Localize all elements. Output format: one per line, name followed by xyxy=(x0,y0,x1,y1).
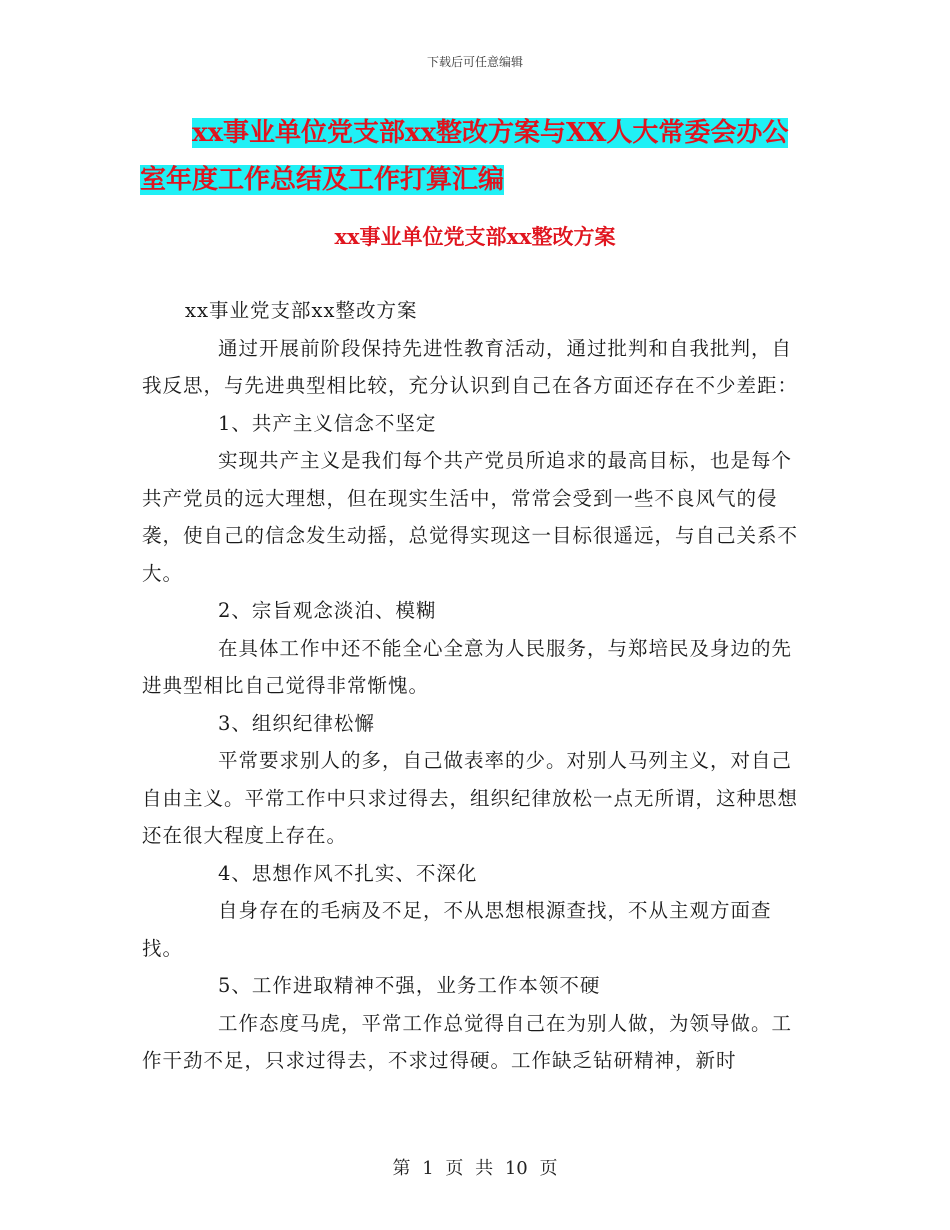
paragraph-heading: 5、工作进取精神不强，业务工作本领不硬 xyxy=(218,974,601,997)
document-body xyxy=(142,292,808,1080)
paragraph: 工作态度马虎，平常工作总觉得自己在为别人做，为领导做。工作干劲不足，只求过得去，不求过得硬。工作缺乏钻研精神，新时 xyxy=(142,1011,793,1072)
paragraph-heading: 3、组织纪律松懈 xyxy=(218,711,375,735)
paragraph: 在具体工作中还不能全心全意为人民服务，与郑培民及身边的先进典型相比自己觉得非常惭愧。 xyxy=(142,636,793,697)
document-title-line-1: xx事业单位党支部xx整改方案与XX人大常委会办公 xyxy=(192,118,789,148)
section-title: xx事业单位党支部xx整改方案 xyxy=(334,224,616,249)
paragraph: 自身存在的毛病及不足，不从思想根源查找，不从主观方面查找。 xyxy=(142,899,772,960)
paragraph-heading: 2、宗旨观念淡泊、模糊 xyxy=(218,599,437,622)
document-title-line-2: 室年度工作总结及工作打算汇编 xyxy=(140,165,505,195)
page-number: 第 1 页 共 10 页 xyxy=(392,1158,558,1179)
header-note: 下载后可任意编辑 xyxy=(426,55,523,69)
paragraph: 平常要求别人的多，自己做表率的少。对别人马列主义，对自己自由主义。平常工作中只求过得去，组织纪律放松一点无所谓，这种思想还在很大程度上存在。 xyxy=(142,749,799,847)
document-title xyxy=(140,110,810,204)
paragraph: 实现共产主义是我们每个共产党员所追求的最高目标，也是每个共产党员的远大理想，但在现实生活中，常常会受到一些不良风气的侵袭，使自己的信念发生动摇，总觉得实现这一目标很遥远，与自己关系不大。 xyxy=(142,449,799,585)
paragraph-heading: 4、思想作风不扎实、不深化 xyxy=(218,861,478,885)
paragraph-heading: 1、共产主义信念不坚定 xyxy=(218,411,437,435)
paragraph: xx事业党支部xx整改方案 xyxy=(185,299,418,322)
paragraph: 通过开展前阶段保持先进性教育活动，通过批判和自我批判，自我反思，与先进典型相比较，充分认识到自己在各方面还存在不少差距： xyxy=(142,336,799,397)
